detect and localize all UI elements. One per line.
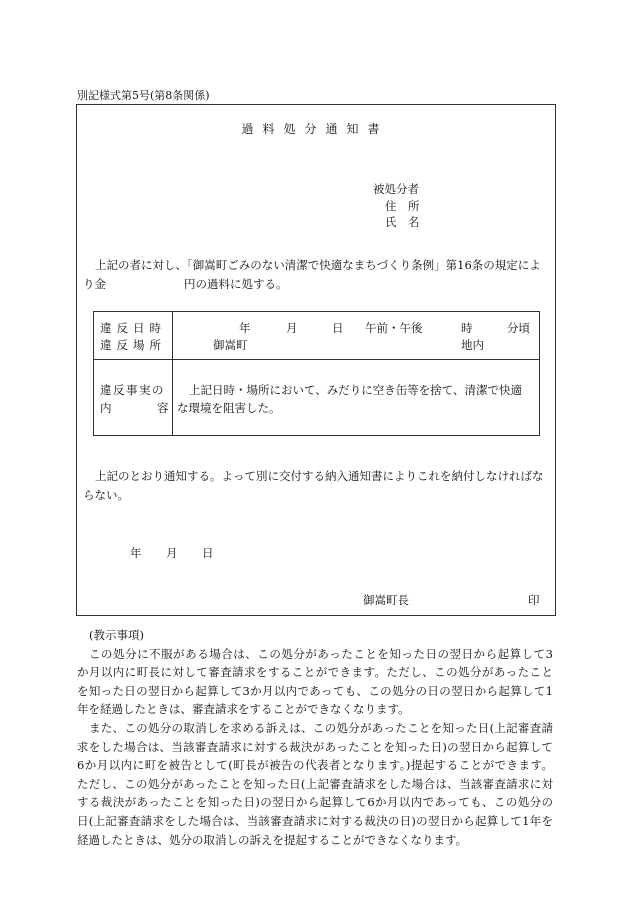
instruction-line: この処分に不服がある場合は、この処分があったことを知った日の翌日から起算して3 (89, 646, 553, 661)
issuer-title: 御嵩町長 (363, 593, 409, 607)
instruction-line: 経過したときは、処分の取消しの訴えを提起することができなくなります。 (77, 832, 468, 847)
violation-hour: 時 (461, 321, 473, 335)
instruction-line: ただし、この処分があったことを知った日(上記審査請求をした場合は、当該審査請求に対 (77, 776, 553, 791)
datetime-label: 違反日時 (100, 321, 166, 335)
place-label: 違反場所 (100, 338, 166, 352)
instruction-line: 日(上記審査請求をした場合は、当該審査請求に対する裁決の日)の翌日から起算して1年を (77, 813, 553, 828)
violation-day: 日 (332, 321, 344, 335)
disposition-line-1: 上記の者に対し、「御嵩町ごみのない清潔で快適なまちづくり条例」第16条の規定によ (95, 258, 541, 272)
disposition-paragraph (83, 256, 549, 293)
facts-label-1: 違反事実の (100, 383, 165, 397)
instruction-line: する裁決があったことを知った日)の翌日から起算して6か月以内であっても、この処分の (77, 795, 553, 810)
instruction-line: 6か月以内に町を被告として(町長が被告の代表者となります。)提起することができます。 (77, 758, 553, 773)
violation-year: 年 (239, 321, 251, 335)
table-divider (172, 312, 173, 435)
seal-mark: 印 (528, 593, 540, 607)
instruction-line: を知った日の翌日から起算して3か月以内であっても、この処分の日の翌日から起算して1 (77, 683, 553, 698)
facts-label-2a: 内 (100, 401, 112, 415)
violation-town: 御嵩町 (213, 338, 248, 352)
notice-line-2: らない。 (83, 487, 129, 502)
violation-month: 月 (286, 321, 298, 335)
instruction-line: か月以内に町長に対して審査請求をすることができます。ただし、この処分があったこと (77, 665, 553, 680)
disposition-prefix: り金 (83, 276, 106, 291)
date-year: 年 (130, 546, 142, 560)
instruction-line: また、この処分の取消しを求める訴えは、この処分があったことを知った日(上記審査請 (89, 720, 553, 735)
violation-table (93, 311, 540, 436)
facts-line-1: 上記日時・場所において、みだりに空き缶等を捨て、清潔で快適 (189, 383, 523, 397)
violation-area: 地内 (461, 338, 484, 352)
instructions-heading: (教示事項) (89, 628, 144, 642)
document-title: 過料処分通知書 (241, 122, 389, 136)
instruction-line: 求をした場合は、当該審査請求に対する裁決があったことを知った日)の翌日から起算して (77, 739, 553, 754)
violation-minute: 分頃 (507, 321, 530, 335)
form-reference: 別記様式第5号(第8条関係) (77, 89, 210, 102)
instruction-line: 年を経過したときは、審査請求をすることができなくなります。 (77, 702, 410, 717)
notice-line-1: 上記のとおり通知する。よって別に交付する納入通知書によりこれを納付しなければな (95, 469, 544, 483)
notice-paragraph (83, 467, 549, 504)
name-label: 氏 名 (385, 215, 420, 229)
facts-label-2b: 容 (157, 401, 169, 415)
facts-line-2: な環境を阻害した。 (177, 401, 281, 415)
violation-ampm: 午前・午後 (365, 321, 423, 335)
date-day: 日 (202, 546, 214, 560)
address-label: 住 所 (385, 199, 420, 213)
disposition-suffix: 円の過料に処する。 (184, 276, 288, 291)
recipient-label: 被処分者 (373, 182, 419, 196)
date-month: 月 (166, 546, 178, 560)
instructions (77, 626, 553, 849)
